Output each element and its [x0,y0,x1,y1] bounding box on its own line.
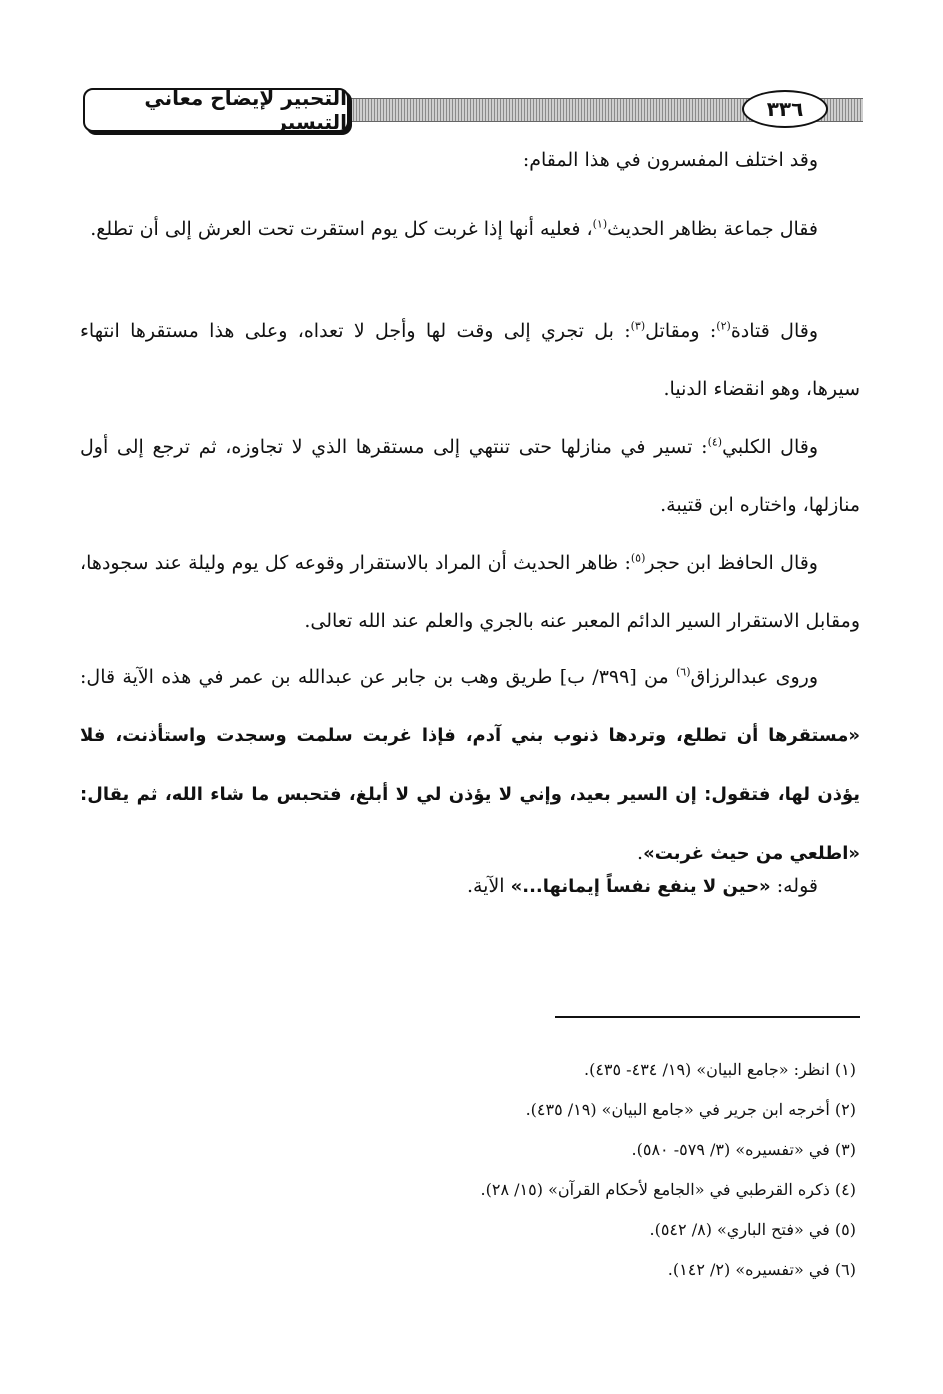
footnote-ref-3: (٣) [630,319,646,333]
footnote-separator [555,1016,860,1018]
page-header [83,88,863,132]
paragraph-ibn-hajar [80,534,860,650]
text-run: : ومقاتل [645,320,717,342]
text-run: قوله: [770,875,818,897]
paragraph-hadith-view [80,200,860,258]
text-run: : ظاهر الحديث أن المراد بالاستقرار وقوعه كل يوم وليلة عند سجودها، ومقابل الاستقرار السير الدائم المعبر عنه بالجري والعلم عند الله تعالى. [80,552,860,632]
footnote-ref-2: (٢) [716,319,731,333]
text-run: وقال الحافظ ابن حجر [645,552,818,574]
text-run: الآية. [466,875,511,897]
paragraph-qatada [80,302,860,418]
footnote-ref-1: (١) [592,217,608,231]
text-run: فقال جماعة بظاهر الحديث [607,218,818,240]
footnote-ref-5: (٥) [630,551,646,565]
footnote-item: (٥) في «فتح الباري» (٨/ ٥٤٢). [649,1220,856,1239]
footnote-item: (٤) ذكره القرطبي في «الجامع لأحكام القرآن» (١٥/ ٢٨). [480,1180,856,1199]
text-run: : تسير في منازلها حتى تنتهي إلى مستقرها الذي لا تجاوزه، ثم ترجع إلى أول منازلها، واختاره ابن قتيبة. [80,436,860,516]
text-run: من [٣٩٩/ ب] طريق وهب بن جابر عن عبدالله بن عمر في هذه الآية قال: [80,666,676,688]
paragraph-verse [38,866,860,907]
page-number: ٣٣٦ [742,90,828,128]
text-run: ، فعليه أنها إذا غربت كل يوم استقرت تحت العرش إلى أن تطلع. [90,218,593,240]
paragraph-intro: وقد اختلف المفسرون في هذا المقام: [522,149,818,171]
text-run: : بل تجري إلى وقت لها وأجل لا تعداه، وعلى هذا مستقرها انتهاء سيرها، وهو انقضاء الدنيا. [80,320,860,400]
footnotes [80,1050,860,1290]
footnote-item: (٦) في «تفسيره» (٢/ ١٤٢). [667,1260,856,1279]
text-run: . [637,842,644,864]
book-title: التحبير لإيضاح معاني التيسير [83,88,349,132]
text-run: وروى عبدالرزاق [690,666,819,688]
paragraph-abdurrazzaq [80,648,860,883]
footnote-ref-4: (٤) [707,435,723,449]
hadith-quote: «مستقرها أن تطلع، وتردها ذنوب بني آدم، فإذا غربت سلمت وسجدت واستأذنت، فلا يؤذن لها، فتقول: إن السير بعيد، وإني لا يؤذن لي لا أبلغ، فتحبس ما شاء الله، ثم يقال: «اطلعي من حيث غربت» [80,725,860,864]
text-run: وقال الكلبي [722,436,819,458]
text-run: وقال قتادة [730,320,819,342]
footnote-item: (١) انظر: «جامع البيان» (١٩/ ٤٣٤- ٤٣٥). [583,1060,856,1079]
footnote-item: (٢) أخرجه ابن جرير في «جامع البيان» (١٩/ ٤٣٥). [525,1100,856,1119]
footnote-ref-6: (٦) [676,665,691,679]
footnote-item: (٣) في «تفسيره» (٣/ ٥٧٩- ٥٨٠). [631,1140,856,1159]
verse-quote: «حين لا ينفع نفساً إيمانها...» [510,876,771,897]
paragraph-kalbi [80,418,860,534]
